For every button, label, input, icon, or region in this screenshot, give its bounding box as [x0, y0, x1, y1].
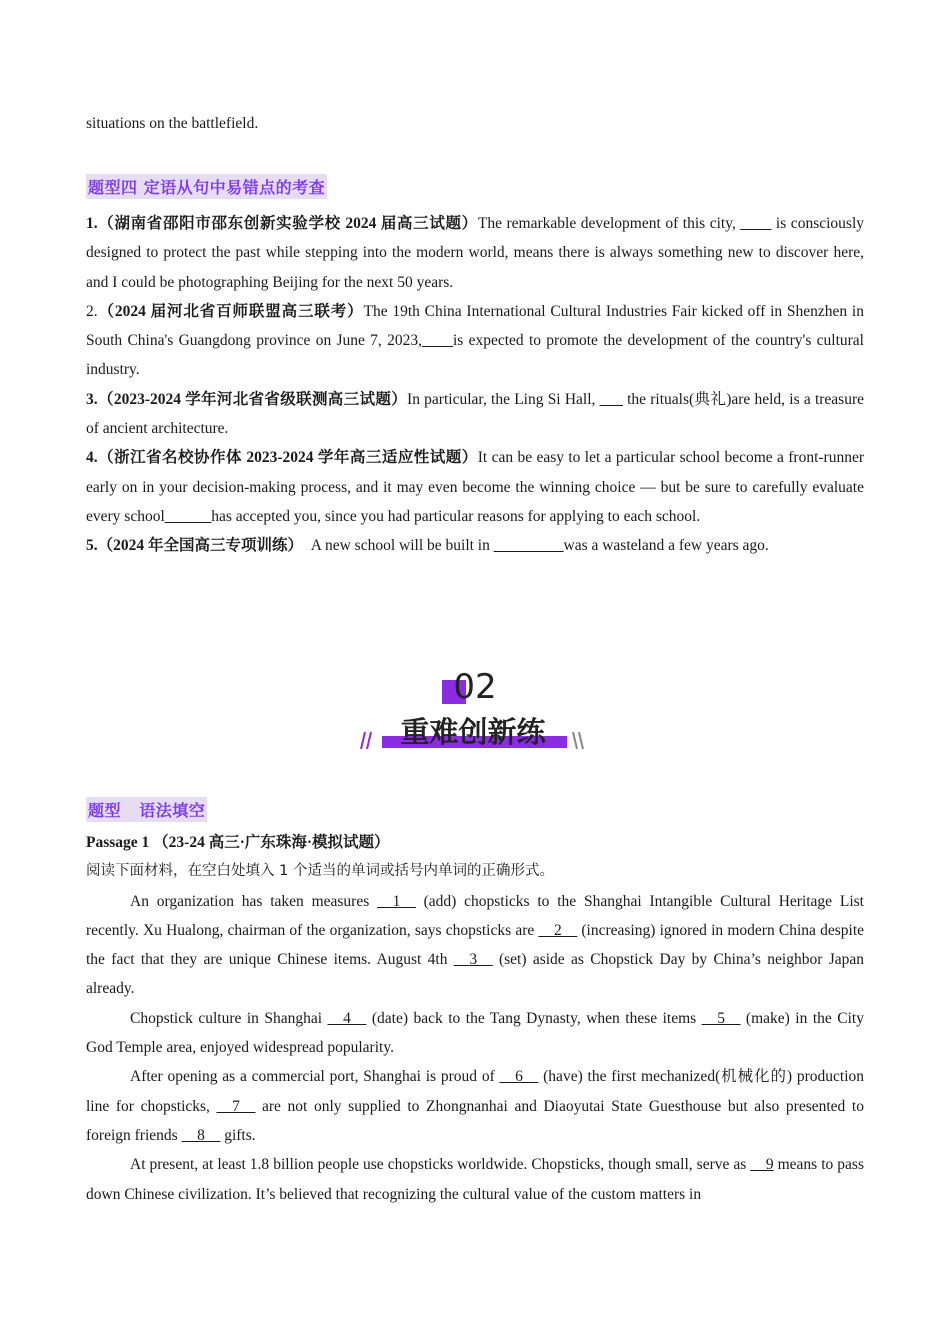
- section-heading-5-text: 题型 语法填空: [86, 797, 207, 822]
- question-3: [86, 385, 864, 444]
- banner-left-slashes: [361, 732, 371, 749]
- question-5-post: was a wasteland a few years ago.: [563, 537, 769, 555]
- question-1-pre: The remarkable development of this city,: [477, 215, 741, 232]
- question-2-blank: ____: [421, 332, 453, 350]
- question-4-pre: It can be easy to let a particular school become a front-runner early on in your decision-making process, and it may even become the winning choice — but be sure to carefully evaluate every school: [86, 449, 864, 525]
- banner-graphic: [355, 662, 595, 757]
- passage: [86, 828, 864, 1209]
- question-5-pre: A new school will be built in: [303, 537, 494, 555]
- blank-3: __3__: [453, 951, 493, 969]
- blank-6: __6__: [499, 1068, 539, 1086]
- p1-text-e: (set) aside as Chopstick Day by China’s neighbor Japan already.: [86, 951, 864, 998]
- question-4-post: has accepted you, since you had particular reasons for applying to each school.: [211, 507, 701, 525]
- blank-5: __5__: [701, 1009, 741, 1027]
- question-1-post: is consciously designed to protect the past while stepping into the modern world, means there is always something new to discover here, and I could be photographing Beijing for the next 50 years.: [86, 215, 864, 291]
- section-heading-5: [86, 797, 207, 822]
- question-3-pre: In particular, the Ling Si Hall,: [407, 390, 600, 408]
- passage-paragraph-1: [86, 887, 864, 1004]
- section-heading-4: [86, 174, 327, 199]
- question-2: [86, 297, 864, 385]
- p3-text-e: gifts.: [220, 1126, 256, 1144]
- question-3-label: 3.（2023-2024 学年河北省省级联测高三试题）: [86, 390, 408, 408]
- p2-text-a: Chopstick culture in Shanghai: [130, 1009, 328, 1027]
- question-1: [86, 209, 864, 297]
- banner-right-slashes: [573, 732, 583, 749]
- p1-text-a: An organization has taken measures: [130, 892, 378, 910]
- p1-text-d: (increasing) ignored in modern China despite the fact that they are unique Chinese items. August 4th: [86, 921, 865, 969]
- question-5-blank: _________: [493, 537, 564, 555]
- question-5-label: 5.（2024 年全国高三专项训练）: [86, 537, 304, 555]
- question-2-num: 2.: [86, 302, 98, 320]
- question-2-label: （2024 届河北省百师联盟高三联考）: [97, 302, 364, 320]
- passage-paragraph-2: [86, 1004, 864, 1063]
- question-2-pre: The 19th China International Cultural Industries Fair kicked off in Shenzhen in South China's Guangdong province on June 7, 2023,: [86, 302, 864, 350]
- passage-paragraph-3: [86, 1062, 864, 1150]
- banner-title: 重难创新练: [400, 715, 546, 749]
- passage-title: Passage 1 （23-24 高三·广东珠海·模拟试题）: [86, 834, 390, 851]
- intro-text: situations on the battlefield.: [86, 115, 259, 132]
- question-3-post: the rituals(典礼)are held, is a treasure of ancient architecture.: [86, 390, 864, 438]
- question-2-post: is expected to promote the development of the country's cultural industry.: [86, 332, 864, 379]
- banner-number: 02: [453, 667, 497, 707]
- question-5: [86, 531, 864, 560]
- p2-text-d: (make) in the City God Temple area, enjoyed widespread popularity.: [86, 1009, 864, 1057]
- blank-7: __7__: [216, 1097, 256, 1115]
- question-1-label: 1.（湖南省邵阳市邵东创新实验学校 2024 届高三试题）: [86, 215, 478, 232]
- p3-text-a: After opening as a commercial port, Shanghai is proud of: [130, 1068, 500, 1086]
- question-1-blank: ____: [740, 215, 772, 232]
- blank-1: __1__: [377, 892, 416, 910]
- question-list: [86, 209, 864, 561]
- p4-text-a: At present, at least 1.8 billion people use chopsticks worldwide. Chopsticks, though small, serve as: [130, 1156, 751, 1174]
- question-3-blank: ___: [599, 390, 623, 408]
- passage-instruction: 阅读下面材料，在空白处填入 1 个适当的单词或括号内单词的正确形式。: [86, 863, 554, 880]
- blank-2: __2__: [538, 921, 578, 939]
- blank-9: __9: [750, 1156, 774, 1174]
- section-banner: [355, 662, 595, 757]
- section-heading-4-text: 题型四 定语从句中易错点的考查: [86, 174, 327, 199]
- question-4-label: 4.（浙江省名校协作体 2023-2024 学年高三适应性试题）: [86, 449, 478, 467]
- p1-text-c: (add) chopsticks to the Shanghai Intangible Cultural Heritage List recently. Xu Hualong, chairman of the organization, says chopsticks are: [86, 892, 864, 939]
- blank-8: __8__: [181, 1126, 221, 1144]
- passage-paragraph-4: [86, 1150, 864, 1209]
- p3-text-c: (have) the first mechanized(机械化的) production line for chopsticks,: [86, 1068, 864, 1115]
- blank-4: __4__: [327, 1009, 367, 1027]
- p3-text-d: are not only supplied to Zhongnanhai and Diaoyutai State Guesthouse but also presented to foreign friends: [86, 1097, 864, 1144]
- question-4-blank: ______: [164, 507, 212, 525]
- p2-text-c: (date) back to the Tang Dynasty, when these items: [366, 1009, 702, 1027]
- p4-text-c: means to pass down Chinese civilization. It’s believed that recognizing the cultural value of the custom matters in: [86, 1156, 864, 1203]
- question-4: [86, 443, 864, 531]
